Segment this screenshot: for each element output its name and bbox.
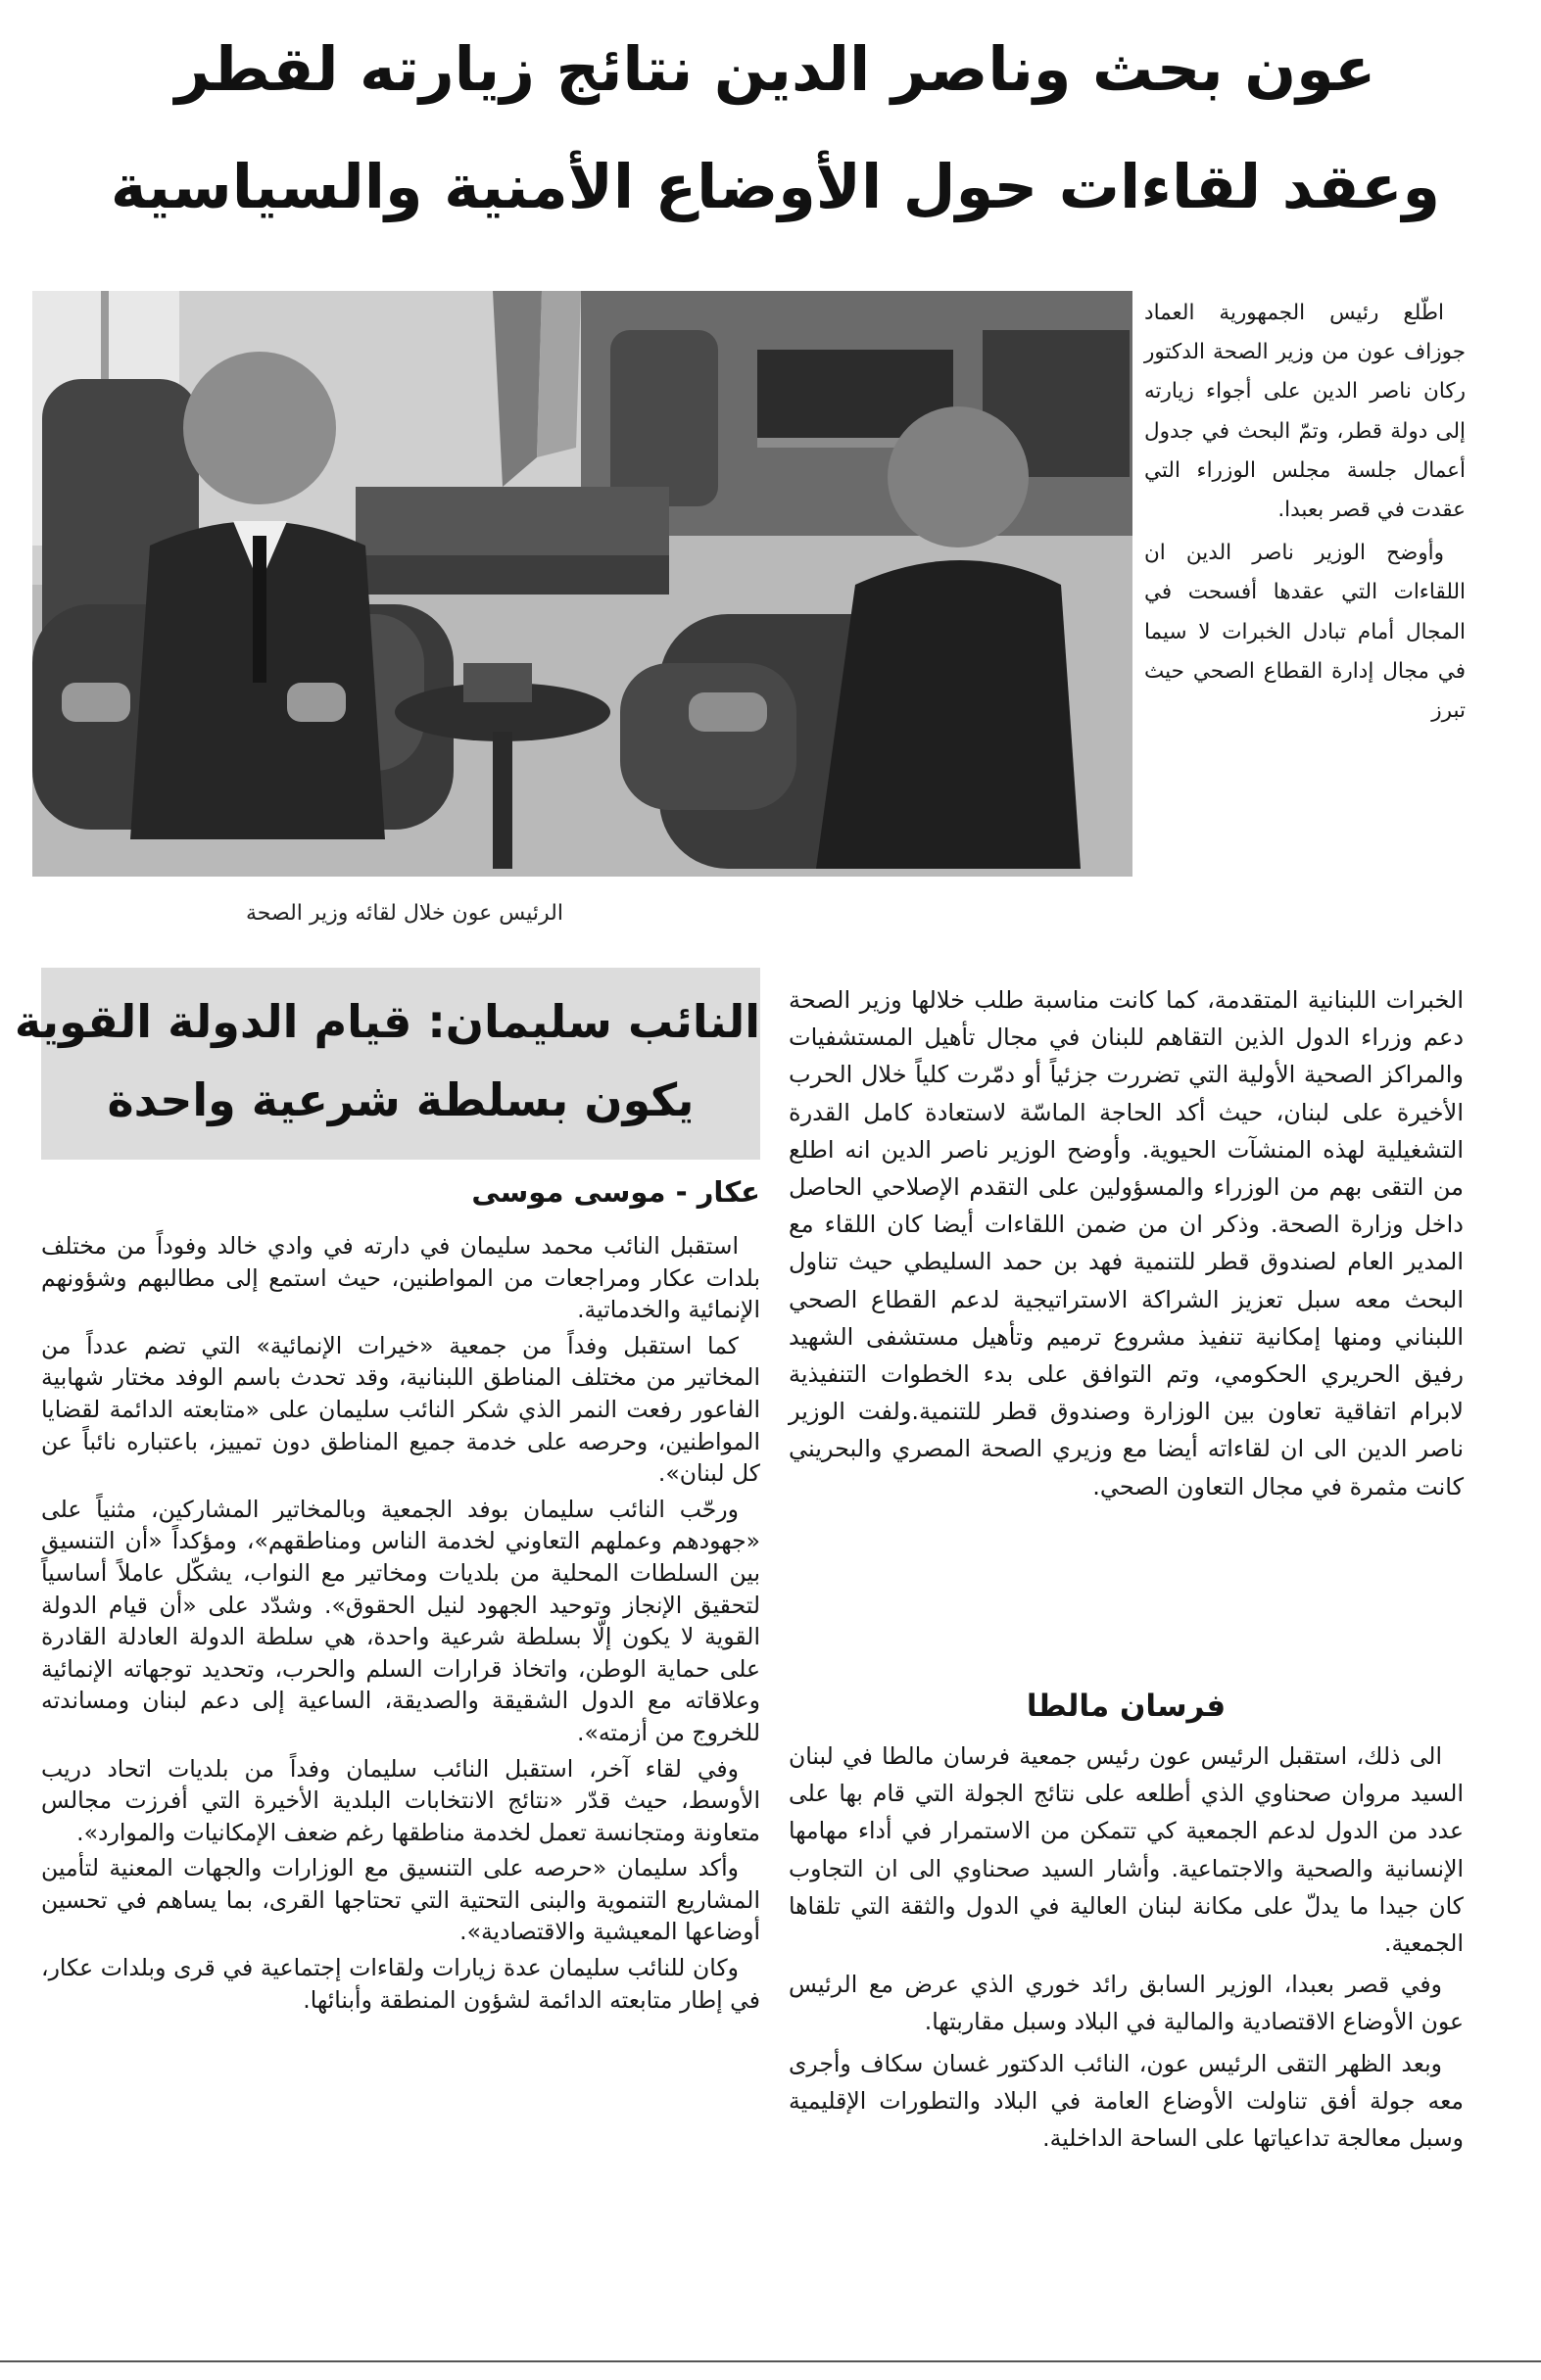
news-photo: [32, 291, 1132, 877]
sidebar-title-line-1: النائب سليمان: قيام الدولة القوية: [14, 995, 760, 1048]
subheading: فرسان مالطا: [1026, 1689, 1227, 1724]
paragraph: وفي قصر بعبدا، الوزير السابق رائد خوري الذي عرض مع الرئيس عون الأوضاع الاقتصادية والمالية في البلاد وسبل مقاربتها.: [789, 1971, 1464, 2036]
paragraph: الخبرات اللبنانية المتقدمة، كما كانت مناسبة طلب خلالها وزير الصحة دعم وزراء الدول الذين التقاهم للبنان في مجال تأهيل المستشفيات والمراكز الصحية الأولية التي تضررت جزئياً أو دمّرت كلياً خلال الحرب الأخيرة على لبنان، حيث أكد الحاجة الماسّة لاستعادة كامل القدرة التشغيلية لهذه المنشآت الحيوية. وأوضح الوزير ناصر الدين انه اطلع من التقى بهم من الوزراء والمسؤولين على التقدم الإصلاحي الحاصل داخل وزارة الصحة. وذكر ان من ضمن اللقاءات أيضا كان اللقاء مع المدير العام لصندوق قطر للتنمية فهد بن حمد السليطي حيث تناول البحث معه سبل تعزيز الشراكة الاستراتيجية لدعم القطاع الصحي اللبناني ومنها إمكانية تنفيذ مشروع ترميم وتأهيل مستشفى الشهيد رفيق الحريري الحكومي، وتم التوافق على بدء الخطوات التنفيذية لابرام اتفاقية تعاون بين الوزارة وصندوق قطر للتنمية.ولفت الوزير ناصر الدين الى ان لقاءاته أيضا مع وزيري الصحة المصري والبحريني كانت مثمرة في مجال التعاون الصحي.: [789, 986, 1464, 1500]
sidebar-article-body: [41, 1230, 760, 2020]
sidebar-title-line-2: يكون بسلطة شرعية واحدة: [107, 1073, 695, 1126]
page-divider: [0, 2360, 1541, 2362]
photo-caption: الرئيس عون خلال لقائه وزير الصحة: [246, 901, 563, 926]
paragraph: وبعد الظهر التقى الرئيس عون، النائب الدكتور غسان سكاف وأجرى معه جولة أفق تناولت الأوضاع العامة في البلاد والتطورات الإقليمية وسبل معالجة تداعياتها على الساحة الداخلية.: [789, 2049, 1464, 2153]
main-article-continued: [789, 1737, 1464, 2161]
sidebar-title-box: [14, 968, 760, 1160]
headline-line-2: وعقد لقاءات حول الأوضاع الأمنية والسياسية: [110, 151, 1441, 222]
paragraph: وفي لقاء آخر، استقبل النائب سليمان وفداً من بلديات اتحاد دريب الأوسط، حيث قدّر «نتائج الانتخابات البلدية الأخيرة التي أفرزت مجالس متعاونة ومتجانسة تعمل لخدمة مناطقها رغم ضعف الإمكانيات والموارد».: [41, 1754, 760, 1846]
paragraph: ورحّب النائب سليمان بوفد الجمعية وبالمخاتير المشاركين، مثنياً على «جهودهم وعملهم التعاوني لخدمة الناس ومناطقهم»، ومؤكداً «أن التنسيق بين السلطات المحلية من بلديات ومخاتير مع النواب، يشكّل عاملاً أساسياً لتحقيق الإنجاز وتوحيد الجهود لنيل الحقوق». وشدّد على «أن قيام الدولة القوية لا يكون إلّا بسلطة شرعية واحدة، هي سلطة الدولة العادلة القادرة على حماية الوطن، واتخاذ قرارات السلم والحرب، وتحديد توجهاته الإنمائية وعلاقاته مع الدول الشقيقة والصديقة، الساعية إلى دعم لبنان ومساندته للخروج من أزمته».: [41, 1495, 760, 1746]
main-article-intro: [1144, 294, 1466, 735]
paragraph: الى ذلك، استقبل الرئيس عون رئيس جمعية فرسان مالطا في لبنان السيد مروان صحناوي الذي أطلعه على نتائج الجولة التي قام بها على عدد من الدول لدعم الجمعية كي تتمكن من الاستمرار في أداء مهامها الإنسانية والصحية والاجتماعية. وأشار السيد صحناوي الى ان التجاوب كان جيدا ما يدلّ على مكانة لبنان العالية في الدول والثقة التي تلقاها الجمعية.: [789, 1742, 1464, 1958]
paragraph: وكان للنائب سليمان عدة زيارات ولقاءات إجتماعية في قرى وبلدات عكار، في إطار متابعته الدائمة لشؤون المنطقة وأبنائها.: [41, 1954, 760, 2014]
paragraph: اطّلع رئيس الجمهورية العماد جوزاف عون من وزير الصحة الدكتور ركان ناصر الدين على أجواء زيارته إلى دولة قطر، وتمّ البحث في جدول أعمال جلسة مجلس الوزراء التي عقدت في قصر بعبدا.: [1144, 301, 1466, 523]
paragraph: وأوضح الوزير ناصر الدين ان اللقاءات التي عقدها أفسحت في المجال أمام تبادل الخبرات لا سيما في مجال إدارة القطاع الصحي حيث تبرز: [1144, 541, 1466, 724]
paragraph: كما استقبل وفداً من جمعية «خيرات الإنمائية» التي تضم عدداً من المخاتير من مختلف المناطق اللبنانية، وقد تحدث باسم الوفد مختار شهابية الفاعور رفعت النمر الذي شكر النائب سليمان على «متابعته الدائمة لقضايا المواطنين، وحرصه على خدمة جميع المناطق دون تمييز، باعتباره نائباً عن كل لبنان».: [41, 1331, 760, 1488]
headline-line-1: عون بحث وناصر الدين نتائج زيارته لقطر: [174, 33, 1376, 105]
main-article-body: [789, 981, 1464, 1509]
paragraph: استقبل النائب محمد سليمان في دارته في وادي خالد وفوداً من مختلف بلدات عكار ومراجعات من المواطنين، حيث استمع إلى مطالبهم وشؤونهم الإنمائية والخدماتية.: [41, 1232, 760, 1324]
byline: عكار - موسى موسى: [471, 1175, 760, 1209]
paragraph: وأكد سليمان «حرصه على التنسيق مع الوزارات والجهات المعنية لتأمين المشاريع التنموية والبنى التحتية التي تحتاجها القرى، بما يساهم في تحسين أوضاعها المعيشية والاقتصادية».: [41, 1854, 760, 1946]
